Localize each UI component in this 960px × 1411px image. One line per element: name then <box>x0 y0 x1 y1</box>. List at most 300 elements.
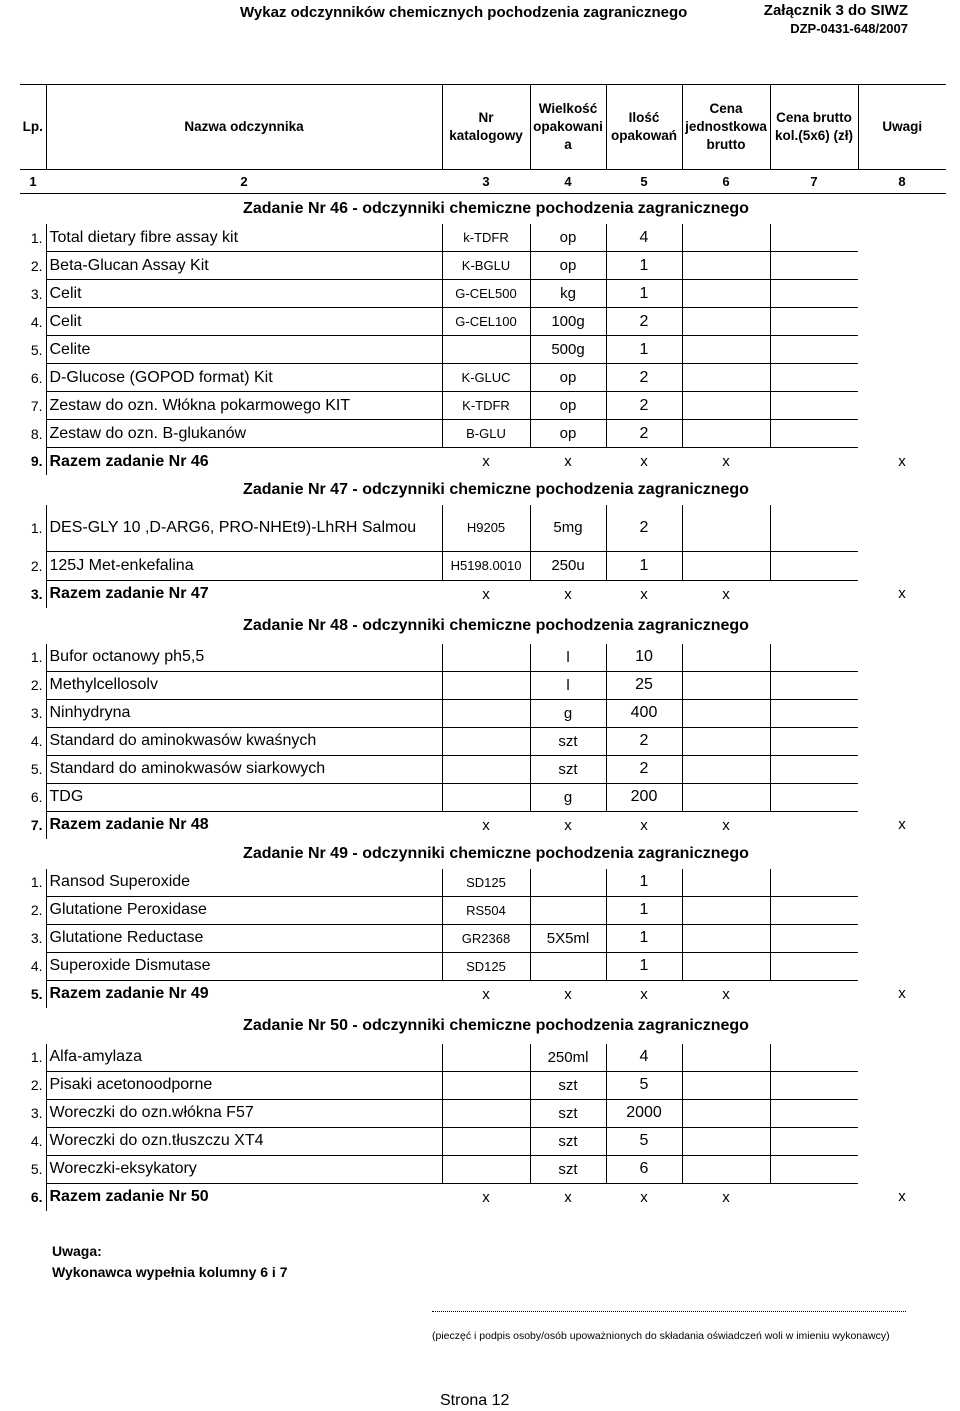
row-remarks <box>858 505 946 551</box>
row-pack: l <box>530 671 606 699</box>
row-remarks <box>858 644 946 672</box>
section-title: Zadanie Nr 47 - odczynniki chemiczne pochodzenia zagranicznego <box>243 481 749 498</box>
row-remarks <box>858 1044 946 1072</box>
row-gross <box>770 392 858 420</box>
row-catalog <box>442 699 530 727</box>
row-qty: 400 <box>606 699 682 727</box>
page-number: Strona 12 <box>440 1392 510 1409</box>
row-remarks <box>858 671 946 699</box>
row-qty: 1 <box>606 896 682 924</box>
row-pack <box>530 952 606 980</box>
row-pack: op <box>530 392 606 420</box>
row-qty: 2 <box>606 392 682 420</box>
row-unit-price <box>682 896 770 924</box>
row-catalog: SD125 <box>442 952 530 980</box>
row-name: Standard do aminokwasów siarkowych <box>46 755 442 783</box>
reagents-table <box>20 84 946 1211</box>
row-pack: szt <box>530 727 606 755</box>
total-label: Razem zadanie Nr 48 <box>49 816 209 833</box>
total-mark: x <box>482 985 490 1003</box>
table-row <box>20 952 946 980</box>
row-remarks <box>858 252 946 280</box>
row-gross <box>770 896 858 924</box>
total-label: Razem zadanie Nr 49 <box>49 985 209 1002</box>
row-pack: l <box>530 644 606 672</box>
row-lp: 8. <box>20 420 46 448</box>
row-gross <box>770 551 858 580</box>
table-row <box>20 699 946 727</box>
row-remarks <box>858 308 946 336</box>
total-spacer <box>770 448 858 476</box>
row-name: Superoxide Dismutase <box>46 952 442 980</box>
row-pack: szt <box>530 755 606 783</box>
row-pack: szt <box>530 1127 606 1155</box>
row-gross <box>770 1155 858 1183</box>
row-lp: 2. <box>20 551 46 580</box>
row-catalog <box>442 727 530 755</box>
row-name: Standard do aminokwasów kwaśnych <box>46 727 442 755</box>
row-catalog: G-CEL500 <box>442 280 530 308</box>
row-name: Total dietary fibre assay kit <box>46 224 442 252</box>
row-catalog <box>442 783 530 811</box>
row-qty: 25 <box>606 671 682 699</box>
row-qty: 1 <box>606 336 682 364</box>
row-name: Pisaki acetonoodporne <box>46 1071 442 1099</box>
table-row <box>20 364 946 392</box>
row-qty: 2 <box>606 727 682 755</box>
row-qty: 2 <box>606 755 682 783</box>
row-gross <box>770 1127 858 1155</box>
row-remarks <box>858 1071 946 1099</box>
row-gross <box>770 952 858 980</box>
total-row <box>20 811 946 839</box>
column-number: 7 <box>770 170 858 194</box>
table-row <box>20 1099 946 1127</box>
row-remarks <box>858 924 946 952</box>
row-qty: 1 <box>606 869 682 897</box>
total-mark: x <box>640 816 648 834</box>
row-remarks <box>858 1127 946 1155</box>
row-unit-price <box>682 420 770 448</box>
row-remarks <box>858 364 946 392</box>
section-spacer <box>20 839 46 869</box>
row-lp: 2. <box>20 1071 46 1099</box>
row-gross <box>770 336 858 364</box>
row-remarks <box>858 783 946 811</box>
row-qty: 1 <box>606 924 682 952</box>
reference-number: DZP-0431-648/2007 <box>790 21 908 36</box>
table-row <box>20 783 946 811</box>
row-remarks <box>858 869 946 897</box>
row-name: TDG <box>46 783 442 811</box>
row-name: Celit <box>46 308 442 336</box>
section-spacer <box>20 608 46 644</box>
row-lp: 3. <box>20 280 46 308</box>
row-unit-price <box>682 869 770 897</box>
document-title: Wykaz odczynników chemicznych pochodzenia zagranicznego <box>240 4 688 21</box>
row-lp: 4. <box>20 727 46 755</box>
row-qty: 1 <box>606 252 682 280</box>
total-lp: 6. <box>20 1183 46 1211</box>
row-lp: 5. <box>20 755 46 783</box>
row-lp: 1. <box>20 505 46 551</box>
table-row <box>20 896 946 924</box>
row-remarks <box>858 280 946 308</box>
row-remarks <box>858 420 946 448</box>
row-lp: 4. <box>20 952 46 980</box>
total-mark: x <box>482 816 490 834</box>
row-pack: szt <box>530 1099 606 1127</box>
row-pack: 500g <box>530 336 606 364</box>
total-mark: x <box>564 585 572 603</box>
row-lp: 3. <box>20 1099 46 1127</box>
row-gross <box>770 252 858 280</box>
row-unit-price <box>682 1071 770 1099</box>
row-qty: 1 <box>606 952 682 980</box>
row-qty: 1 <box>606 551 682 580</box>
row-pack <box>530 869 606 897</box>
row-gross <box>770 308 858 336</box>
section-title: Zadanie Nr 50 - odczynniki chemiczne pochodzenia zagranicznego <box>243 1016 749 1034</box>
total-mark: x <box>640 585 648 603</box>
row-lp: 6. <box>20 364 46 392</box>
row-remarks <box>858 551 946 580</box>
section-spacer <box>20 1008 46 1044</box>
row-gross <box>770 869 858 897</box>
section-spacer <box>20 475 46 505</box>
row-catalog: G-CEL100 <box>442 308 530 336</box>
row-qty: 5 <box>606 1127 682 1155</box>
table-row <box>20 924 946 952</box>
section-header-row <box>20 194 946 225</box>
row-unit-price <box>682 783 770 811</box>
row-catalog <box>442 1155 530 1183</box>
table-row <box>20 1071 946 1099</box>
row-catalog: H9205 <box>442 505 530 551</box>
row-unit-price <box>682 336 770 364</box>
row-gross <box>770 1071 858 1099</box>
col-catalog-header: Nr katalogowy <box>442 85 530 170</box>
row-catalog: RS504 <box>442 896 530 924</box>
row-pack: g <box>530 783 606 811</box>
table-row <box>20 308 946 336</box>
table-row <box>20 252 946 280</box>
col-qty-header: Ilość opakowań <box>606 85 682 170</box>
row-lp: 7. <box>20 392 46 420</box>
row-remarks <box>858 224 946 252</box>
table-row <box>20 755 946 783</box>
table-row <box>20 224 946 252</box>
total-mark: x <box>898 985 906 1003</box>
row-lp: 2. <box>20 671 46 699</box>
row-catalog <box>442 1044 530 1072</box>
total-row <box>20 980 946 1008</box>
row-remarks <box>858 1155 946 1183</box>
total-mark: x <box>722 816 730 834</box>
total-spacer <box>770 811 858 839</box>
row-name: Bufor octanowy ph5,5 <box>46 644 442 672</box>
row-pack: szt <box>530 1155 606 1183</box>
row-name: Glutatione Reductase <box>46 924 442 952</box>
row-unit-price <box>682 364 770 392</box>
row-catalog <box>442 1071 530 1099</box>
row-pack: 250u <box>530 551 606 580</box>
total-mark: x <box>482 453 490 470</box>
section-spacer <box>20 194 46 225</box>
row-pack: szt <box>530 1071 606 1099</box>
total-spacer <box>770 980 858 1008</box>
total-mark: x <box>482 585 490 603</box>
row-gross <box>770 644 858 672</box>
total-lp: 3. <box>20 580 46 608</box>
total-mark: x <box>898 585 906 603</box>
col-lp-header: Lp. <box>20 85 46 170</box>
row-catalog: K-GLUC <box>442 364 530 392</box>
col-remarks-header: Uwagi <box>858 85 946 170</box>
row-qty: 2 <box>606 364 682 392</box>
row-catalog: k-TDFR <box>442 224 530 252</box>
row-unit-price <box>682 505 770 551</box>
row-qty: 5 <box>606 1071 682 1099</box>
row-lp: 4. <box>20 1127 46 1155</box>
row-name: Ransod Superoxide <box>46 869 442 897</box>
row-name: Ninhydryna <box>46 699 442 727</box>
total-row <box>20 580 946 608</box>
row-lp: 3. <box>20 924 46 952</box>
table-row <box>20 1044 946 1072</box>
total-spacer <box>770 580 858 608</box>
row-name: Glutatione Peroxidase <box>46 896 442 924</box>
row-unit-price <box>682 671 770 699</box>
row-lp: 5. <box>20 1155 46 1183</box>
total-mark: x <box>640 985 648 1003</box>
total-mark: x <box>722 1188 730 1206</box>
row-name: Zestaw do ozn. B-glukanów <box>46 420 442 448</box>
col-gross-header: Cena brutto kol.(5x6) (zł) <box>770 85 858 170</box>
total-mark: x <box>898 1188 906 1206</box>
table-row <box>20 280 946 308</box>
total-label: Razem zadanie Nr 50 <box>49 1188 209 1205</box>
table-row <box>20 1127 946 1155</box>
table-row <box>20 420 946 448</box>
row-catalog <box>442 755 530 783</box>
table-row <box>20 671 946 699</box>
row-unit-price <box>682 308 770 336</box>
row-pack: kg <box>530 280 606 308</box>
row-gross <box>770 224 858 252</box>
table-row <box>20 1155 946 1183</box>
row-remarks <box>858 755 946 783</box>
row-pack: 5X5ml <box>530 924 606 952</box>
row-gross <box>770 505 858 551</box>
row-unit-price <box>682 280 770 308</box>
section-title: Zadanie Nr 49 - odczynniki chemiczne pochodzenia zagranicznego <box>243 844 749 862</box>
note-label: Uwaga: <box>52 1243 102 1259</box>
table-row <box>20 644 946 672</box>
row-name: Woreczki do ozn.tłuszczu XT4 <box>46 1127 442 1155</box>
row-remarks <box>858 1099 946 1127</box>
row-pack: op <box>530 252 606 280</box>
row-catalog: H5198.0010 <box>442 551 530 580</box>
row-remarks <box>858 952 946 980</box>
table-row <box>20 392 946 420</box>
row-gross <box>770 1099 858 1127</box>
row-catalog <box>442 1099 530 1127</box>
row-catalog: K-TDFR <box>442 392 530 420</box>
col-pack-header: Wielkość opakowani a <box>530 85 606 170</box>
row-unit-price <box>682 952 770 980</box>
row-gross <box>770 783 858 811</box>
row-name: D-Glucose (GOPOD format) Kit <box>46 364 442 392</box>
row-catalog: GR2368 <box>442 924 530 952</box>
row-pack: 5mg <box>530 505 606 551</box>
table-row <box>20 869 946 897</box>
total-spacer <box>770 1183 858 1211</box>
row-catalog: B-GLU <box>442 420 530 448</box>
row-qty: 6 <box>606 1155 682 1183</box>
row-unit-price <box>682 644 770 672</box>
row-gross <box>770 699 858 727</box>
row-gross <box>770 420 858 448</box>
row-qty: 2 <box>606 420 682 448</box>
row-gross <box>770 671 858 699</box>
row-name: Celite <box>46 336 442 364</box>
total-row <box>20 448 946 476</box>
row-lp: 2. <box>20 252 46 280</box>
total-label: Razem zadanie Nr 46 <box>49 452 209 470</box>
row-catalog <box>442 1127 530 1155</box>
total-mark: x <box>640 453 648 470</box>
row-name: DES-GLY 10 ,D-ARG6, PRO-NHEt9)-LhRH Salmou <box>46 505 442 551</box>
column-number: 3 <box>442 170 530 194</box>
row-catalog: SD125 <box>442 869 530 897</box>
total-mark: x <box>722 985 730 1003</box>
row-unit-price <box>682 924 770 952</box>
row-unit-price <box>682 1099 770 1127</box>
row-lp: 1. <box>20 869 46 897</box>
total-mark: x <box>898 452 906 470</box>
row-unit-price <box>682 727 770 755</box>
column-number: 1 <box>20 170 46 194</box>
row-qty: 4 <box>606 1044 682 1072</box>
table-row <box>20 336 946 364</box>
row-remarks <box>858 896 946 924</box>
row-gross <box>770 727 858 755</box>
row-gross <box>770 1044 858 1072</box>
row-name: Woreczki do ozn.włókna F57 <box>46 1099 442 1127</box>
row-catalog: K-BGLU <box>442 252 530 280</box>
section-header-row <box>20 475 946 505</box>
row-qty: 2 <box>606 505 682 551</box>
total-mark: x <box>640 1188 648 1206</box>
section-title: Zadanie Nr 46 - odczynniki chemiczne pochodzenia zagranicznego <box>243 200 749 217</box>
row-unit-price <box>682 252 770 280</box>
row-name: Methylcellosolv <box>46 671 442 699</box>
row-name: Zestaw do ozn. Włókna pokarmowego KIT <box>46 392 442 420</box>
row-lp: 6. <box>20 783 46 811</box>
row-qty: 1 <box>606 280 682 308</box>
table-row <box>20 505 946 551</box>
row-gross <box>770 924 858 952</box>
row-name: Beta-Glucan Assay Kit <box>46 252 442 280</box>
section-header-row <box>20 839 946 869</box>
total-mark: x <box>722 585 730 603</box>
total-mark: x <box>722 453 730 470</box>
row-catalog <box>442 336 530 364</box>
total-mark: x <box>482 1188 490 1206</box>
total-mark: x <box>564 985 572 1003</box>
table-row <box>20 727 946 755</box>
row-name: 125J Met-enkefalina <box>46 551 442 580</box>
column-number: 8 <box>858 170 946 194</box>
row-lp: 1. <box>20 644 46 672</box>
row-pack: 100g <box>530 308 606 336</box>
signature-line <box>432 1311 906 1312</box>
row-qty: 2 <box>606 308 682 336</box>
row-lp: 1. <box>20 1044 46 1072</box>
signature-caption: (pieczęć i podpis osoby/osób upoważnionych do składania oświadczeń woli w imieniu wykonawcy) <box>432 1330 890 1342</box>
total-mark: x <box>898 816 906 834</box>
row-pack <box>530 896 606 924</box>
total-label: Razem zadanie Nr 47 <box>49 585 209 602</box>
row-unit-price <box>682 1127 770 1155</box>
row-catalog <box>442 671 530 699</box>
row-remarks <box>858 336 946 364</box>
total-row <box>20 1183 946 1211</box>
row-unit-price <box>682 392 770 420</box>
row-lp: 4. <box>20 308 46 336</box>
row-catalog <box>442 644 530 672</box>
col-name-header: Nazwa odczynnika <box>46 85 442 170</box>
row-name: Alfa-amylaza <box>46 1044 442 1072</box>
total-mark: x <box>564 453 572 470</box>
column-number: 5 <box>606 170 682 194</box>
section-header-row <box>20 608 946 644</box>
row-qty: 4 <box>606 224 682 252</box>
column-number: 2 <box>46 170 442 194</box>
row-qty: 200 <box>606 783 682 811</box>
note-text: Wykonawca wypełnia kolumny 6 i 7 <box>52 1264 288 1280</box>
total-mark: x <box>564 816 572 834</box>
row-lp: 3. <box>20 699 46 727</box>
row-gross <box>770 364 858 392</box>
row-gross <box>770 755 858 783</box>
row-pack: 250ml <box>530 1044 606 1072</box>
row-pack: op <box>530 420 606 448</box>
row-name: Celit <box>46 280 442 308</box>
row-lp: 2. <box>20 896 46 924</box>
row-unit-price <box>682 224 770 252</box>
row-gross <box>770 280 858 308</box>
section-title: Zadanie Nr 48 - odczynniki chemiczne pochodzenia zagranicznego <box>243 616 749 634</box>
total-lp: 7. <box>20 811 46 839</box>
total-mark: x <box>564 1188 572 1206</box>
total-lp: 5. <box>20 980 46 1008</box>
col-unit-price-header: Cena jednostkowa brutto <box>682 85 770 170</box>
row-remarks <box>858 392 946 420</box>
row-lp: 5. <box>20 336 46 364</box>
row-remarks <box>858 699 946 727</box>
column-number-row <box>20 170 946 194</box>
attachment-label: Załącznik 3 do SIWZ <box>763 2 908 19</box>
row-unit-price <box>682 755 770 783</box>
row-lp: 1. <box>20 224 46 252</box>
section-header-row <box>20 1008 946 1044</box>
total-lp: 9. <box>20 448 46 476</box>
row-pack: op <box>530 224 606 252</box>
row-unit-price <box>682 699 770 727</box>
row-unit-price <box>682 1155 770 1183</box>
